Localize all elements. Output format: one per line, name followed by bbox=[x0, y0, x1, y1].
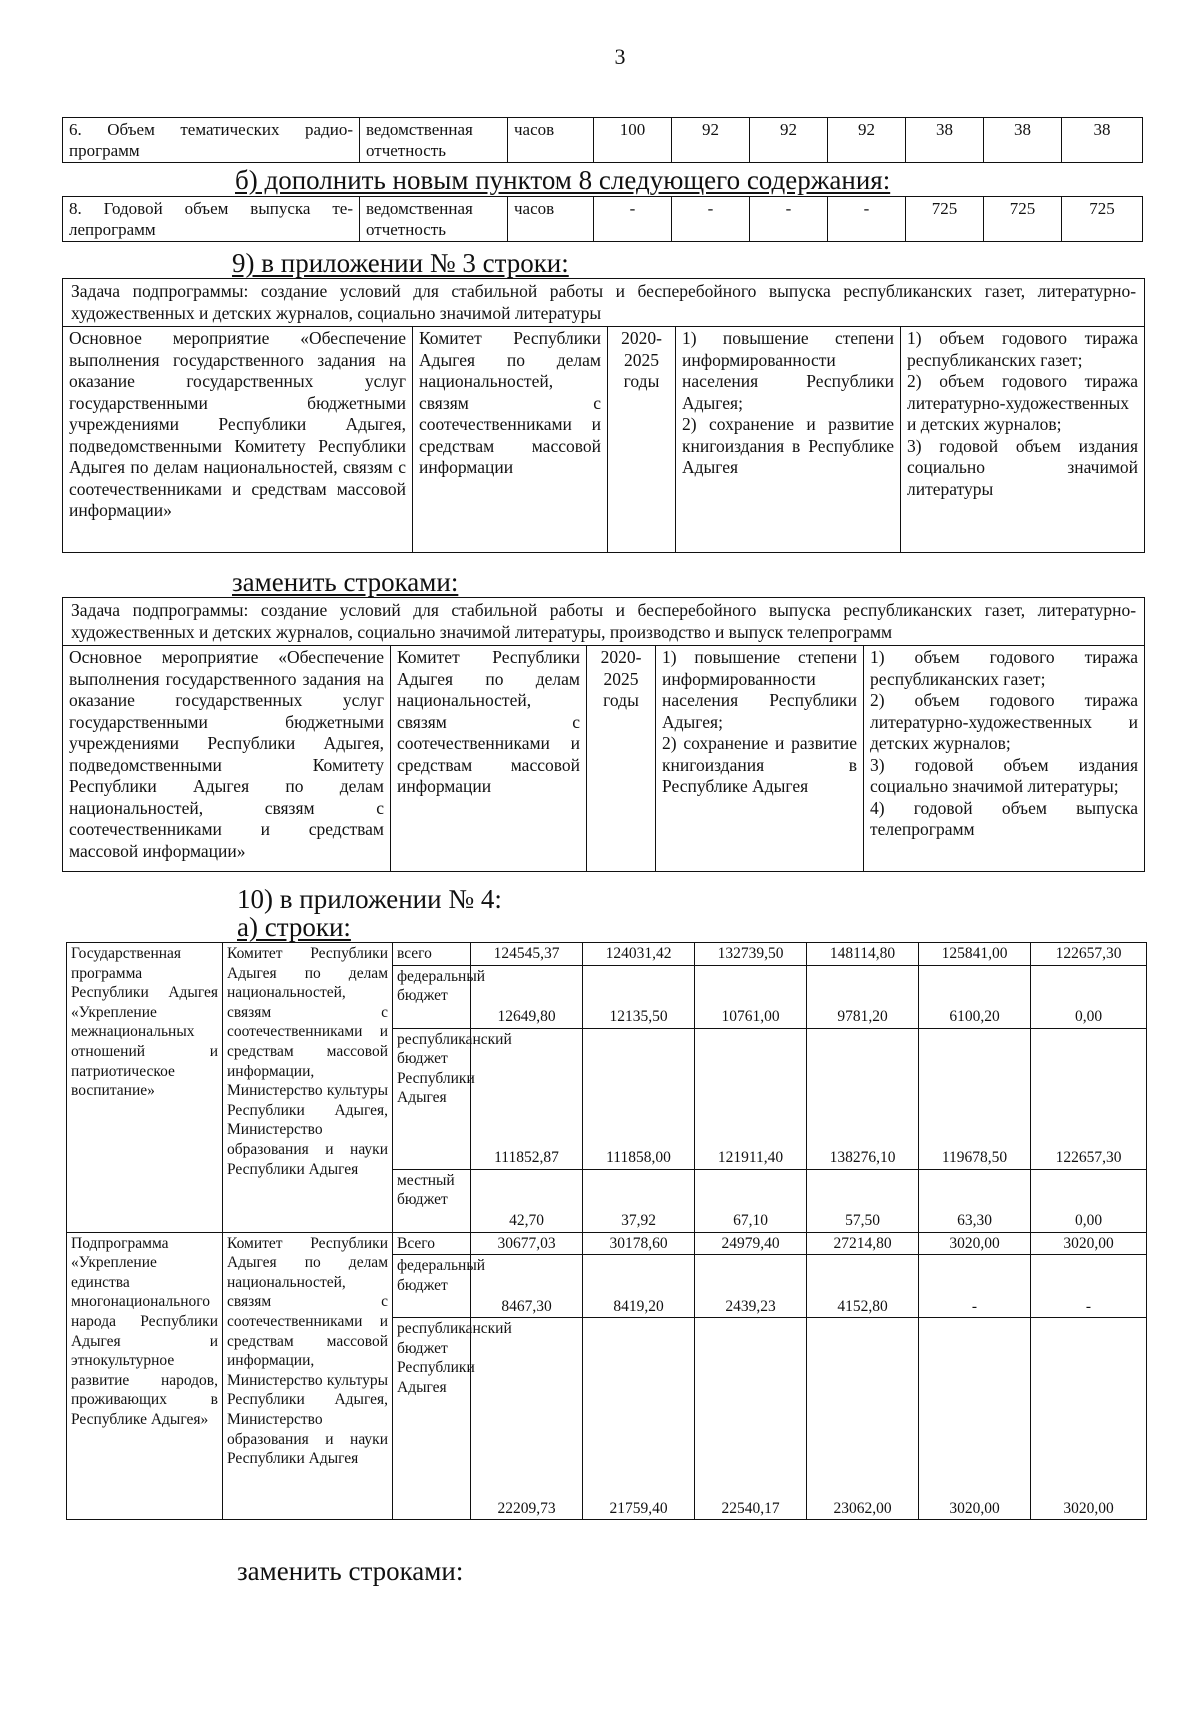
amount-cell: 8419,20 bbox=[583, 1255, 695, 1318]
indicator-name: 6. Объем тематических радио-программ bbox=[63, 118, 360, 163]
task-row: Задача подпрограммы: создание условий для стабильной работы и бесперебойного выпуска республиканских газет, литературно-художественных и детских журналов, социально значимой литературы, производство и выпуск телепрограмм bbox=[63, 598, 1145, 646]
amount-cell: 138276,10 bbox=[807, 1028, 919, 1169]
indicator-value: 725 bbox=[906, 197, 984, 242]
results-cell bbox=[676, 327, 901, 553]
amount-cell: 37,92 bbox=[583, 1169, 695, 1232]
amount-cell: 0,00 bbox=[1031, 965, 1147, 1028]
amount-cell: 124545,37 bbox=[471, 943, 583, 966]
indicator-item: 1) объем годового тиража республиканских газет; bbox=[907, 328, 1139, 370]
indicator-name: 8. Годовой объем выпуска те-лепрограмм bbox=[63, 197, 360, 242]
budget-label: республиканский бюджет Республики Адыгея bbox=[393, 1028, 471, 1169]
amount-cell: - bbox=[1031, 1255, 1147, 1318]
amount-cell: 10761,00 bbox=[695, 965, 807, 1028]
amount-cell: 0,00 bbox=[1031, 1169, 1147, 1232]
indicator-value: 725 bbox=[1062, 197, 1143, 242]
amount-cell: 124031,42 bbox=[583, 943, 695, 966]
budget-label: местный бюджет bbox=[393, 1169, 471, 1232]
amount-cell: 21759,40 bbox=[583, 1318, 695, 1520]
amount-cell: 148114,80 bbox=[807, 943, 919, 966]
amount-cell: 6100,20 bbox=[919, 965, 1031, 1028]
indicator-source: ведомственная отчетность bbox=[360, 118, 508, 163]
indicator-unit: часов bbox=[508, 118, 594, 163]
indicator-value: 92 bbox=[828, 118, 906, 163]
indicator-value: 38 bbox=[984, 118, 1062, 163]
program-name: Государственная программа Республики Адыгея «Укрепление межнациональных отношений и патриотическое воспитание» bbox=[67, 943, 223, 1233]
indicator-value: - bbox=[594, 197, 672, 242]
indicator-item: 1) объем годового тиража республиканских газет; bbox=[870, 647, 1139, 689]
amount-cell: 12649,80 bbox=[471, 965, 583, 1028]
amount-cell: 27214,80 bbox=[807, 1232, 919, 1255]
indicator-value: 100 bbox=[594, 118, 672, 163]
indicator-item: 3) годовой объем издания социально значимой литературы bbox=[907, 435, 1139, 499]
executor-cell: Комитет Республики Адыгея по делам национальностей, связям с соотечественниками и средствам массовой информации bbox=[413, 327, 608, 553]
amount-cell: 3020,00 bbox=[919, 1318, 1031, 1520]
task-row: Задача подпрограммы: создание условий для стабильной работы и бесперебойного выпуска республиканских газет, литературно-художественных и детских журналов, социально значимой литературы bbox=[63, 279, 1145, 327]
amount-cell: 111858,00 bbox=[583, 1028, 695, 1169]
amount-cell: 3020,00 bbox=[919, 1232, 1031, 1255]
appendix3-new-table bbox=[62, 597, 1145, 872]
amount-cell: 23062,00 bbox=[807, 1318, 919, 1520]
page-number: 3 bbox=[614, 44, 626, 69]
activity-cell: Основное мероприятие «Обеспечение выполнения государственного задания на оказание государственных услуг государственными бюджетными учреждениями Республики Адыгея, подведомственными Комитету Республики Адыгея по делам национальностей, связям с соотечественниками и средствам массовой информации» bbox=[63, 646, 391, 872]
executor-cell: Комитет Республики Адыгея по делам национальностей, связям с соотечественниками и средствам массовой информации bbox=[391, 646, 587, 872]
amount-cell: 12135,50 bbox=[583, 965, 695, 1028]
indicator-item: 4) годовой объем выпуска телепрограмм bbox=[870, 797, 1139, 839]
program-executor: Комитет Республики Адыгея по делам национальностей, связям с соотечественниками и средствам массовой информации, Министерство культуры Республики Адыгея, Министерство образования и науки Республики Адыгея bbox=[223, 943, 393, 1233]
subprogram-name: Подпрограмма «Укрепление единства многонационального народа Республики Адыгея и этнокультурное развитие народов, проживающих в Республике Адыгея» bbox=[67, 1232, 223, 1520]
indicator-value: 92 bbox=[672, 118, 750, 163]
heading-replace-1: заменить строками: bbox=[232, 567, 459, 597]
amount-cell: 9781,20 bbox=[807, 965, 919, 1028]
indicator-value: - bbox=[750, 197, 828, 242]
indicator-value: 725 bbox=[984, 197, 1062, 242]
amount-cell: 122657,30 bbox=[1031, 1028, 1147, 1169]
amount-cell: 119678,50 bbox=[919, 1028, 1031, 1169]
activity-cell: Основное мероприятие «Обеспечение выполнения государственного задания на оказание государственных услуг государственными бюджетными учреждениями Республики Адыгея, подведомственными Комитету Республики Адыгея по делам национальностей, связям с соотечественниками и средствам массовой информации» bbox=[63, 327, 413, 553]
amount-cell: 30178,60 bbox=[583, 1232, 695, 1255]
amount-cell: 57,50 bbox=[807, 1169, 919, 1232]
amount-cell: 22209,73 bbox=[471, 1318, 583, 1520]
amount-cell: 3020,00 bbox=[1031, 1232, 1147, 1255]
appendix4-financing-table bbox=[66, 942, 1147, 1520]
heading-10: 10) в приложении № 4: bbox=[237, 884, 502, 914]
amount-cell: 4152,80 bbox=[807, 1255, 919, 1318]
budget-label: всего bbox=[393, 943, 471, 966]
amount-cell: 3020,00 bbox=[1031, 1318, 1147, 1520]
indicator-value: 38 bbox=[906, 118, 984, 163]
amount-cell: 42,70 bbox=[471, 1169, 583, 1232]
result-item: 1) повышение степени информированности населения Республики Адыгея; bbox=[682, 328, 894, 413]
amount-cell: 125841,00 bbox=[919, 943, 1031, 966]
budget-label: федеральный бюджет bbox=[393, 1255, 471, 1318]
budget-label: Всего bbox=[393, 1232, 471, 1255]
amount-cell: 132739,50 bbox=[695, 943, 807, 966]
budget-label: федеральный бюджет bbox=[393, 965, 471, 1028]
indicator-value: - bbox=[828, 197, 906, 242]
indicator-item: 3) годовой объем издания социально значимой литературы; bbox=[870, 754, 1139, 796]
results-cell bbox=[656, 646, 864, 872]
amount-cell: 67,10 bbox=[695, 1169, 807, 1232]
amount-cell: 8467,30 bbox=[471, 1255, 583, 1318]
period-cell: 2020-2025 годы bbox=[587, 646, 656, 872]
amount-cell: 2439,23 bbox=[695, 1255, 807, 1318]
indicator-item: 2) объем годового тиража литературно-художественных и детских журналов; bbox=[870, 690, 1139, 753]
period-cell: 2020-2025 годы bbox=[608, 327, 676, 553]
result-item: 1) повышение степени информированности населения Республики Адыгея; bbox=[662, 647, 857, 732]
amount-cell: 111852,87 bbox=[471, 1028, 583, 1169]
indicator-table-row-8 bbox=[62, 196, 1143, 242]
heading-9: 9) в приложении № 3 строки: bbox=[232, 248, 569, 278]
heading-b: б) дополнить новым пунктом 8 следующего содержания: bbox=[235, 165, 891, 195]
indicator-table-row-6 bbox=[62, 117, 1143, 163]
indicator-value: 92 bbox=[750, 118, 828, 163]
amount-cell: 24979,40 bbox=[695, 1232, 807, 1255]
amount-cell: 30677,03 bbox=[471, 1232, 583, 1255]
amount-cell: - bbox=[919, 1255, 1031, 1318]
heading-a: а) строки: bbox=[237, 912, 351, 942]
indicators-cell bbox=[901, 327, 1145, 553]
indicator-value: - bbox=[672, 197, 750, 242]
amount-cell: 63,30 bbox=[919, 1169, 1031, 1232]
appendix3-old-table bbox=[62, 278, 1145, 553]
amount-cell: 22540,17 bbox=[695, 1318, 807, 1520]
amount-cell: 121911,40 bbox=[695, 1028, 807, 1169]
budget-label: республиканский бюджет Республики Адыгея bbox=[393, 1318, 471, 1520]
indicator-item: 2) объем годового тиража литературно-художественных и детских журналов; bbox=[907, 371, 1139, 434]
result-item: 2) сохранение и развитие книгоиздания в Республике Адыгея bbox=[662, 733, 857, 796]
heading-replace-2: заменить строками: bbox=[237, 1556, 464, 1586]
indicator-unit: часов bbox=[508, 197, 594, 242]
amount-cell: 122657,30 bbox=[1031, 943, 1147, 966]
indicators-cell bbox=[864, 646, 1145, 872]
result-item: 2) сохранение и развитие книгоиздания в Республике Адыгея bbox=[682, 414, 894, 477]
indicator-value: 38 bbox=[1062, 118, 1143, 163]
subprogram-executor: Комитет Республики Адыгея по делам национальностей, связям с соотечественниками и средствам массовой информации, Министерство культуры Республики Адыгея, Министерство образования и науки Республики Адыгея bbox=[223, 1232, 393, 1520]
indicator-source: ведомственная отчетность bbox=[360, 197, 508, 242]
